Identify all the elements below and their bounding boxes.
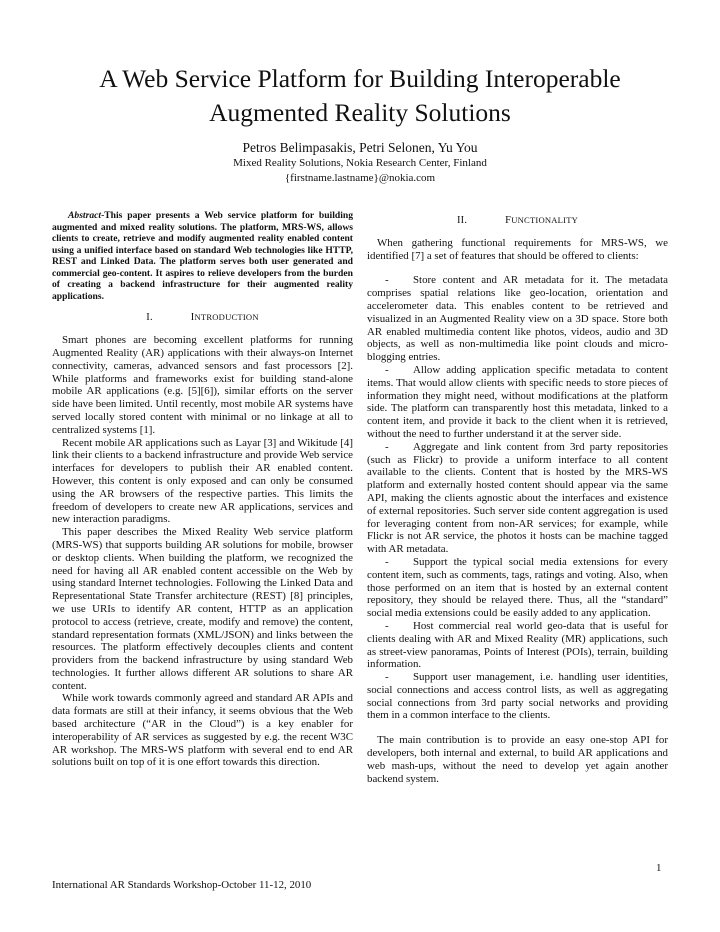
list-marker: - [385, 440, 389, 453]
paper-affiliation: Mixed Reality Solutions, Nokia Research Center, Finland [233, 157, 487, 169]
paper-title-line-2: Augmented Reality Solutions [209, 98, 511, 127]
list-marker: - [385, 274, 389, 287]
list-marker: - [385, 671, 389, 684]
intro-paragraph: Smart phones are becoming excellent platforms for running Augmented Reality (AR) applications with their always-on Internet connectivity, cameras, advanced sensors and fast processors [2]. While platforms and frameworks exist for building stand-alone mobile AR applications (e.g. [5][6]), similar efforts on the server side have been limited. Until recently, most mobile AR systems have served locally stored content with minimal or no linkage at all to centralized systems [1]. [52, 334, 353, 436]
section-title-rest: NTRODUCTION [194, 312, 259, 323]
section-title-initial: F [505, 215, 512, 226]
feature-list-item [367, 620, 668, 671]
abstract-text: -This paper presents a Web service platform for building augmented and mixed reality solutions. The platform, MRS-WS, allows clients to create, retrieve and modify augmented reality enabled content using a unified interface based on standard Web technologies like HTTP, REST and Linked Data. The platform serves both user generated and commercial geo-content. It aspires to relieve developers from the burden of creating a backend infrastructure for their augmented reality applications. [52, 210, 353, 302]
section-number: I. [146, 312, 153, 324]
feature-text: Host commercial real world geo-data that is useful for clients dealing with AR and Mixed Reality (MR) applications, such as street-view panoramas, Points of Interest (POIs), terrain, building information. [367, 619, 668, 671]
feature-list-item [367, 441, 668, 556]
paper-title-line-1: A Web Service Platform for Building Interoperable [99, 64, 621, 93]
intro-paragraph: This paper describes the Mixed Reality Web service platform (MRS-WS) that supports building AR solutions for mobile, browser or desktop clients. When building the platform, we recognized the need for having all AR enabled content accessible on the Web by using standard Internet technologies. Following the Linked Data and Representational State Transfer architecture (REST) [8] principles, we use URIs to identify AR content, HTTP as an application protocol to access (retrieve, create, modify and remove) the content, standard representation formats (XML/JSON) and links between the resources. The platform effectively decouples clients and content providers from the backend infrastructure by using standard Web technologies. It further allows different AR solutions to share AR content. [52, 526, 353, 692]
section-heading-functionality [367, 214, 668, 228]
paper-title [60, 62, 660, 130]
page-number: 1 [656, 862, 662, 874]
feature-list-item [367, 556, 668, 620]
intro-paragraph: Recent mobile AR applications such as Layar [3] and Wikitude [4] link their clients to a backend infrastructure and provide Web service interfaces for developers to publish their AR enabled content. However, this content is only exposed and can only be consumed using the AR browsers of the respective parties. This limits the freedom of developers to create new AR applications, services and new interaction paradigms. [52, 436, 353, 526]
left-column [52, 210, 353, 769]
feature-text: Support the typical social media extensions for every content item, such as comments, tags, ratings and voting. Also, when those performed on an item that is hosted by an external content repository, they should be relayed there. Thus, all the “standard” social media extensions could be easily added to any application. [367, 555, 668, 620]
paper-authors: Petros Belimpasakis, Petri Selonen, Yu You [242, 140, 478, 155]
feature-text: Allow adding application specific metadata to content items. That would allow clients with specific needs to store pieces of information they might need, without modifications at the platform side. The platform can transparently host this metadata, linked to a content item, and provide it back to the client when it is retrieved, without the need to further understand it at the server side. [367, 363, 668, 440]
feature-text: Support user management, i.e. handling user identities, social connections and access control lists, as well as aggregating social connections from 3rd party social networks and providing them in a common interface to the clients. [367, 671, 668, 722]
feature-list-item [367, 364, 668, 441]
intro-paragraph: While work towards commonly agreed and standard AR APIs and data formats are still at their infancy, it seems obvious that the Web based architecture (“AR in the Cloud”) is a key enabler for interoperability of AR services as suggested by e.g. the recent W3C AR workshop. The MRS-WS platform with several end to end AR solutions built on top of it is one effort towards this direction. [52, 692, 353, 769]
section-heading-introduction [52, 311, 353, 325]
section-title-initial: I [190, 312, 195, 324]
functionality-closing: The main contribution is to provide an easy one-stop API for developers, both internal and external, to build AR applications and web mash-ups, without the need to develop yet again another backend system. [367, 734, 668, 785]
footer-workshop: International AR Standards Workshop-October 11-12, 2010 [52, 879, 312, 891]
functionality-intro: When gathering functional requirements for MRS-WS, we identified [7] a set of features that should be offered to clients: [367, 236, 668, 262]
feature-text: Store content and AR metadata for it. The metadata comprises spatial relations like geo-location, orientation and accelerometer data. This enables content to be retrieved and visualized in an Augmented Reality view on a 3D space. Store both AR enabled multimedia content like photos, videos, audio and 3D objects, as well as non-multimedia like point clouds and micro-blogging entries. [367, 274, 668, 364]
feature-list-item [367, 671, 668, 722]
list-marker: - [385, 363, 389, 376]
right-column [367, 210, 668, 785]
abstract [52, 210, 353, 302]
list-marker: - [385, 555, 389, 568]
feature-list-item [367, 274, 668, 364]
list-marker: - [385, 619, 389, 632]
section-number: II. [456, 215, 468, 226]
paper-email: {firstname.lastname}@nokia.com [284, 172, 436, 184]
abstract-label: Abstract [68, 210, 102, 221]
section-title-rest: UNCTIONALITY [511, 215, 579, 225]
feature-text: Aggregate and link content from 3rd party repositories (such as Flickr) to provide a uniform interface to all content available to the clients. Content that is hosted by the MRS-WS platform and externally hosted content should appear via the same API, making the clients agnostic about the interfaces and existence of external repositories. Such server side content aggregation is used for leveraging content from non-AR services; for example, while Flickr is not AR service, the photos it hosts can be machine tagged with AR metadata. [367, 440, 668, 556]
